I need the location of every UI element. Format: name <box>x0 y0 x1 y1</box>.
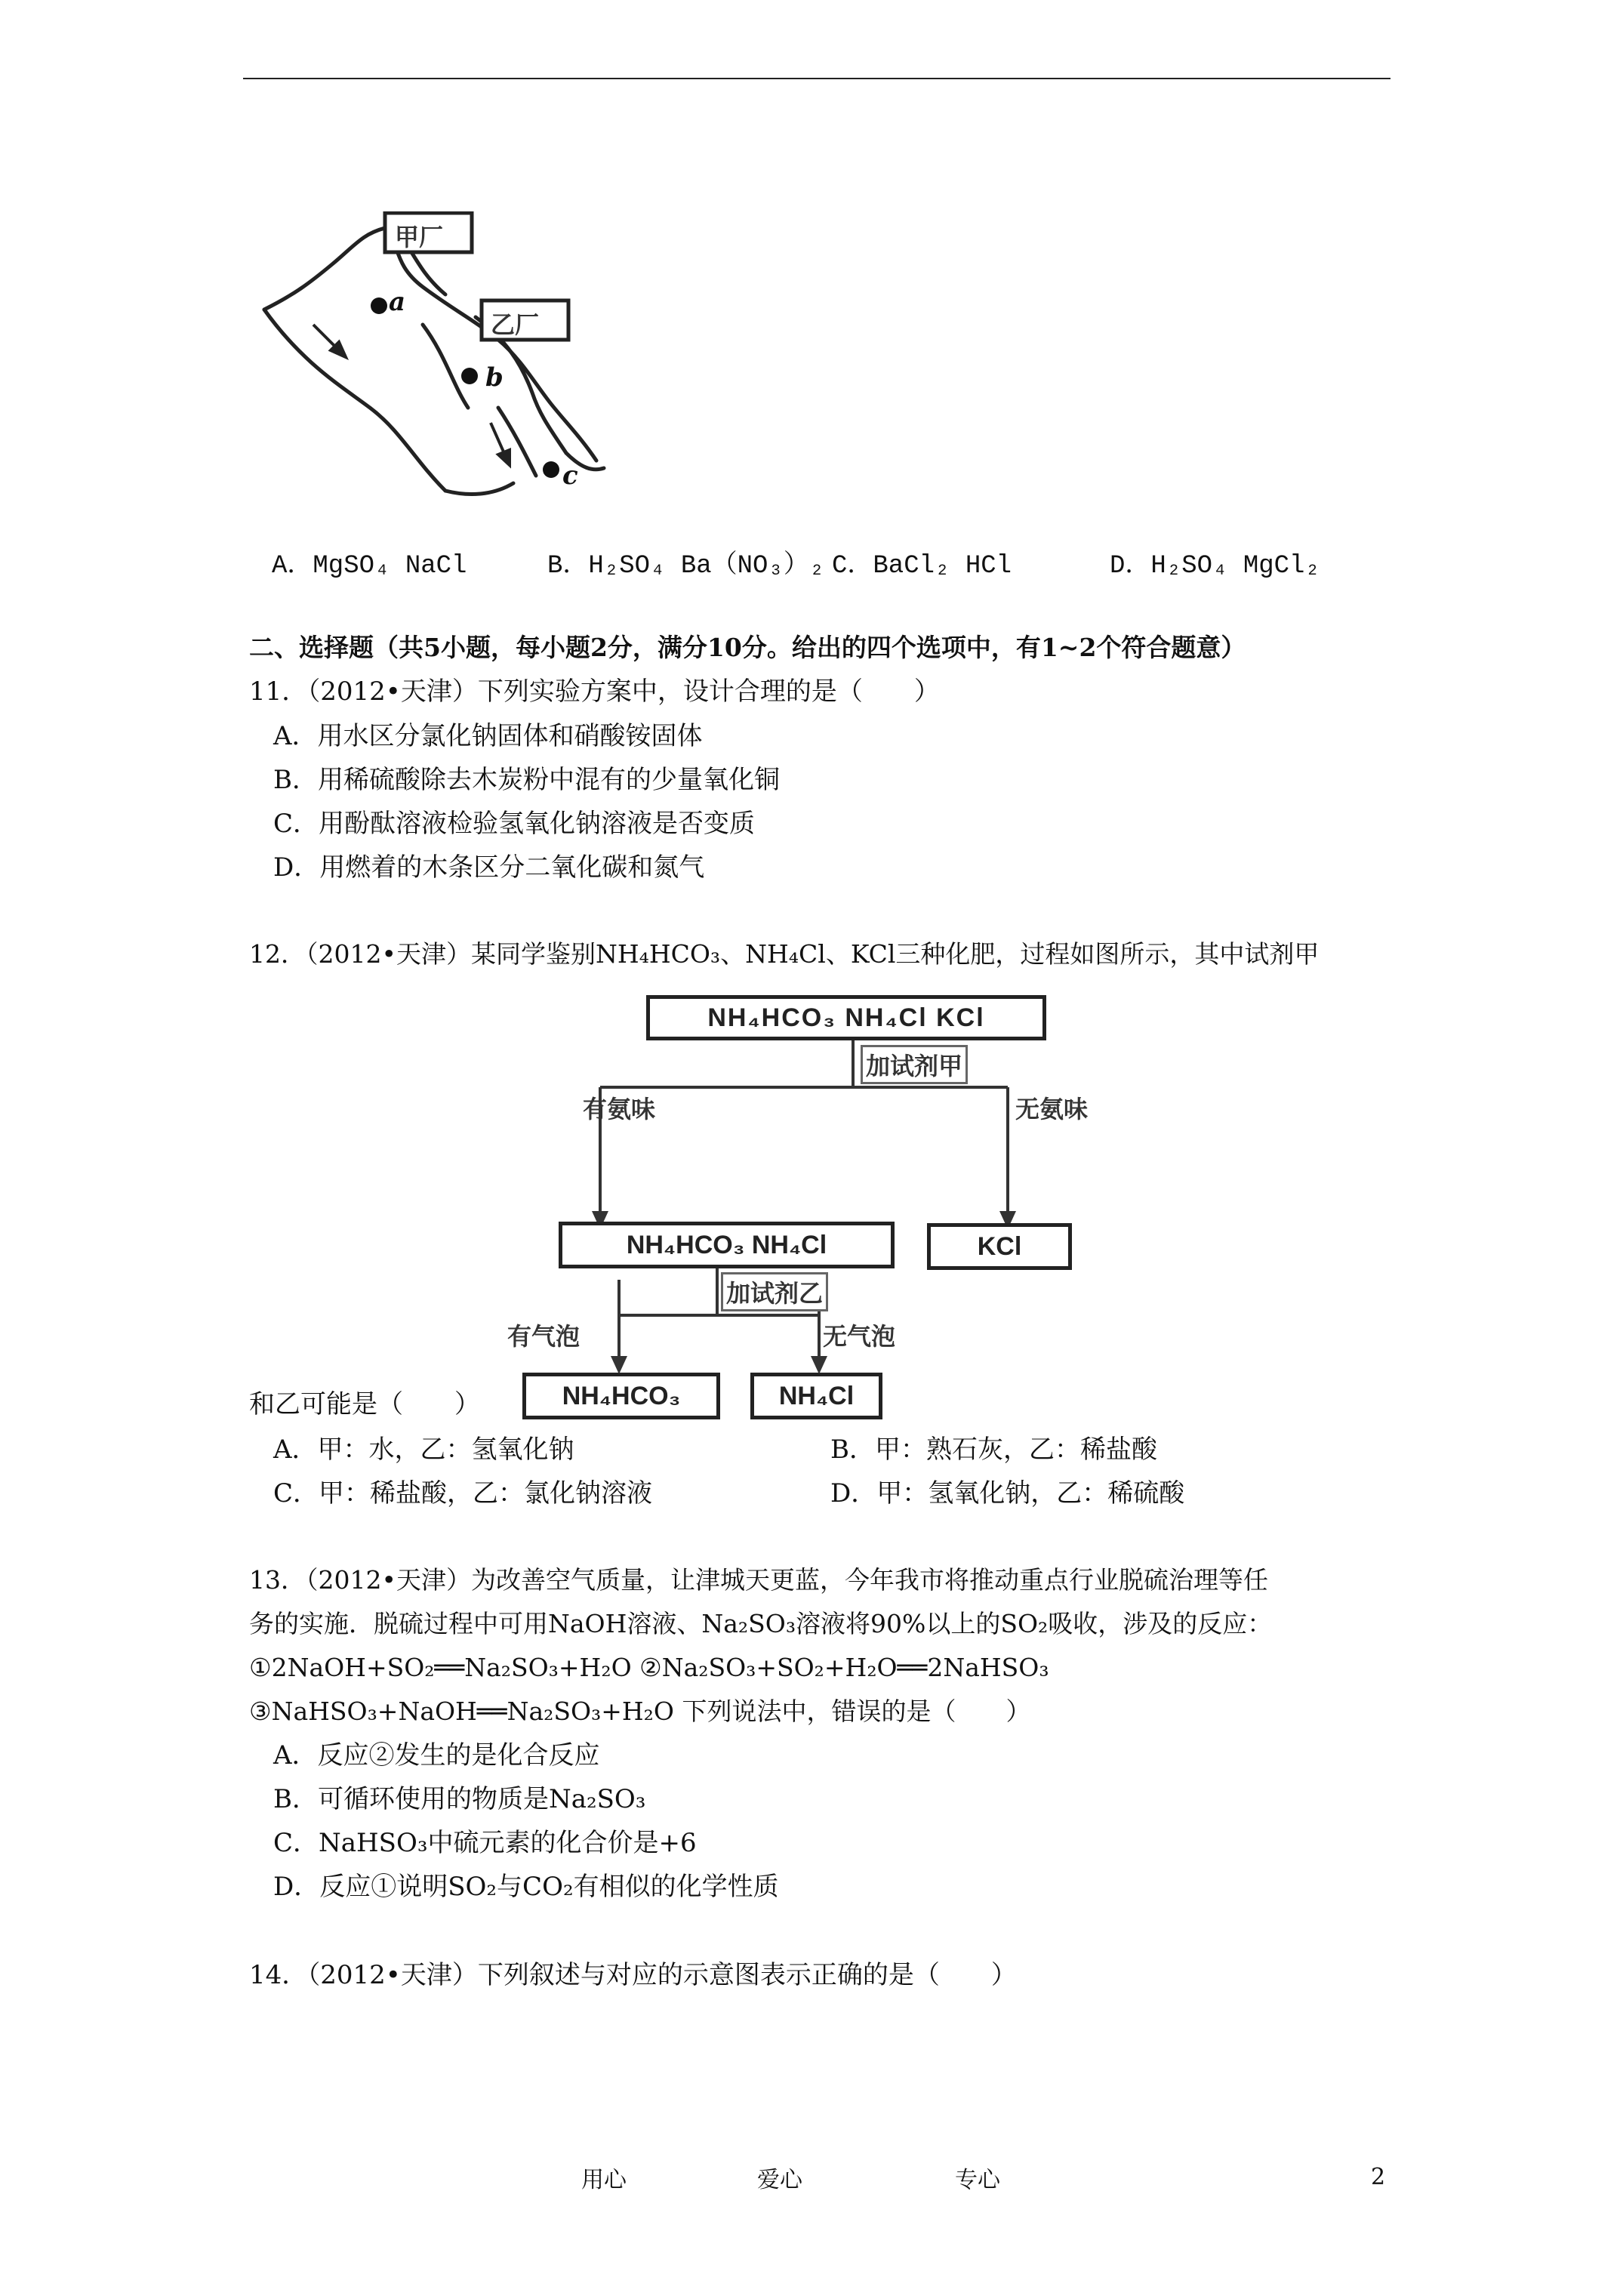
arrowhead-left2 <box>611 1356 627 1374</box>
q12-option-b: B．甲：熟石灰，乙：稀盐酸 <box>830 1435 1157 1465</box>
q13-line4: ③NaHSO₃+NaOH══Na₂SO₃+H₂O 下列说法中，错误的是（ ） <box>249 1697 1031 1726</box>
footer-text-2: 爱心 <box>757 2167 802 2193</box>
q11-option-a: A．用水区分氯化钠固体和硝酸铵固体 <box>273 721 703 751</box>
q13-line1: 13．（2012•天津）为改善空气质量，让津城天更蓝，今年我市将推动重点行业脱硫治理等任 <box>249 1565 1268 1595</box>
q10-option-b: B．H₂SO₄ Ba（NO₃）₂ <box>547 552 825 581</box>
flow-box-mid: NH₄HCO₃ NH₄Cl <box>559 1222 895 1268</box>
q13-line3: ①2NaOH+SO₂══Na₂SO₃+H₂O ②Na₂SO₃+SO₂+H₂O══2NaHSO₃ <box>249 1653 1049 1682</box>
flow-label-reagent2: 加试剂乙 <box>721 1272 828 1311</box>
point-c-label: c <box>562 461 578 491</box>
q12-stem: 12．（2012•天津）某同学鉴别NH₄HCO₃、NH₄Cl、KCl三种化肥，过程如图所示，其中试剂甲 <box>249 939 1320 969</box>
flow-box-bottom-left: NH₄HCO₃ <box>522 1373 720 1419</box>
section2-heading: 二、选择题（共5小题，每小题2分，满分10分。给出的四个选项中，有1~2个符合题意） <box>249 633 1246 662</box>
q13-option-b: B．可循环使用的物质是Na₂SO₃ <box>273 1784 646 1814</box>
point-b-label: b <box>485 362 504 393</box>
q13-option-a: A．反应②发生的是化合反应 <box>273 1740 600 1771</box>
q12-option-a: A．甲：水，乙：氢氧化钠 <box>273 1435 574 1465</box>
q10-option-a: A．MgSO₄ NaCl <box>272 552 467 581</box>
q11-stem: 11．（2012•天津）下列实验方案中，设计合理的是（ ） <box>249 676 940 707</box>
flow-label-right1: 无氨味 <box>1015 1095 1089 1123</box>
q12-option-c: C．甲：稀盐酸，乙：氯化钠溶液 <box>273 1478 653 1509</box>
factory-a-label: 甲厂 <box>395 223 444 251</box>
footer-text-3: 专心 <box>955 2167 1000 2193</box>
point-a-label: a <box>389 287 406 317</box>
q12-option-d: D．甲：氢氧化钠，乙：稀硫酸 <box>830 1478 1185 1509</box>
q11-option-c: C．用酚酞溶液检验氢氧化钠溶液是否变质 <box>273 809 756 839</box>
flow-label-left1: 有氨味 <box>583 1095 656 1123</box>
q10-option-d: D．H₂SO₄ MgCl₂ <box>1110 552 1320 581</box>
footer-text-1: 用心 <box>581 2167 627 2193</box>
q10-option-c: C．BaCl₂ HCl <box>832 552 1012 581</box>
page-number: 2 <box>1371 2164 1386 2190</box>
factory-b-label: 乙厂 <box>491 310 540 339</box>
q13-option-c: C．NaHSO₃中硫元素的化合价是+6 <box>273 1828 697 1858</box>
q13-option-d: D．反应①说明SO₂与CO₂有相似的化学性质 <box>273 1872 779 1902</box>
q12-stem-end: 和乙可能是（ ） <box>249 1389 480 1419</box>
flow-box-kcl: KCl <box>927 1223 1072 1270</box>
q14-stem: 14．（2012•天津）下列叙述与对应的示意图表示正确的是（ ） <box>249 1960 1017 1990</box>
q11-option-d: D．用燃着的木条区分二氧化碳和氮气 <box>273 852 705 883</box>
arrowhead-right2 <box>811 1356 827 1374</box>
flow-box-top: NH₄HCO₃ NH₄Cl KCl <box>646 995 1046 1040</box>
flow-label-right2: 无气泡 <box>823 1322 896 1351</box>
flow-box-bottom-right: NH₄Cl <box>750 1373 882 1419</box>
flow-label-reagent1: 加试剂甲 <box>861 1045 968 1084</box>
flow-label-left2: 有气泡 <box>507 1322 581 1351</box>
q13-line2: 务的实施．脱硫过程中可用NaOH溶液、Na₂SO₃溶液将90%以上的SO₂吸收，涉及的反应： <box>249 1609 1273 1638</box>
q11-option-b: B．用稀硫酸除去木炭粉中混有的少量氧化铜 <box>273 765 780 795</box>
